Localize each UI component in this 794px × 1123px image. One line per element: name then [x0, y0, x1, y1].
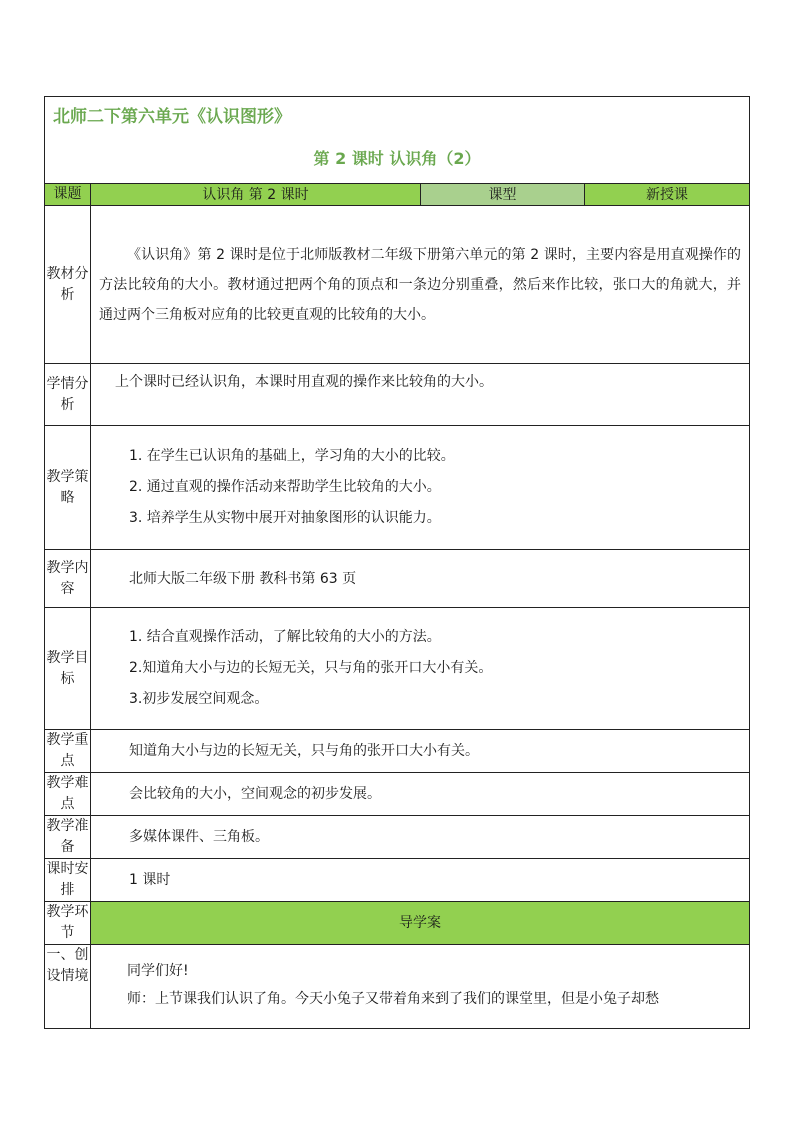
student-analysis-cell	[91, 364, 750, 426]
type-value: 新授课	[585, 184, 750, 206]
strategy-cell	[91, 426, 750, 550]
schedule-text: 1 课时	[91, 859, 750, 902]
preparation-text: 多媒体课件、三角板。	[91, 816, 750, 859]
textbook-analysis-text: 《认识角》第 2 课时是位于北师版教材二年级下册第六单元的第 2 课时，主要内容是用直观操作的方法比较角的大小。教材通过把两个角的顶点和一条边分别重叠，然后来作比较，张口大的角就大，并通过两个三角板对应角的比较更直观的比较角的大小。	[99, 246, 741, 323]
stage-label: 教学环节	[45, 902, 91, 945]
scenario-cell	[91, 945, 750, 1029]
scenario-line: 师：上节课我们认识了角。今天小兔子又带着角来到了我们的课堂里，但是小兔子却愁	[127, 991, 659, 1007]
textbook-analysis-cell	[91, 206, 750, 364]
textbook-analysis-label: 教材分析	[45, 206, 91, 364]
lesson-plan-table	[44, 96, 750, 1029]
difficulties-label: 教学难点	[45, 773, 91, 816]
schedule-label: 课时安排	[45, 859, 91, 902]
goal-item: 3.初步发展空间观念。	[129, 691, 269, 707]
strategy-item: 1. 在学生已认识角的基础上，学习角的大小的比较。	[129, 448, 455, 464]
lesson-title: 第 2 课时 认识角（2）	[313, 149, 481, 168]
content-label: 教学内容	[45, 550, 91, 608]
lesson-plan-page	[44, 96, 749, 1029]
strategy-item: 3. 培养学生从实物中展开对抽象图形的认识能力。	[129, 510, 441, 526]
header-cell	[45, 97, 750, 184]
goals-label: 教学目标	[45, 608, 91, 730]
content-text: 北师大版二年级下册 教科书第 63 页	[91, 550, 750, 608]
goal-item: 1. 结合直观操作活动，了解比较角的大小的方法。	[129, 629, 441, 645]
preparation-label: 教学准备	[45, 816, 91, 859]
scenario-label: 一、创设情境	[45, 945, 91, 1029]
topic-value: 认识角 第 2 课时	[91, 184, 421, 206]
goals-cell	[91, 608, 750, 730]
student-analysis-text: 上个课时已经认识角，本课时用直观的操作来比较角的大小。	[115, 374, 493, 390]
type-label: 课型	[421, 184, 585, 206]
scenario-line: 同学们好!	[127, 963, 189, 979]
strategy-item: 2. 通过直观的操作活动来帮助学生比较角的大小。	[129, 479, 441, 495]
unit-title: 北师二下第六单元《认识图形》	[53, 107, 291, 127]
key-points-label: 教学重点	[45, 730, 91, 773]
stage-text: 导学案	[91, 902, 750, 945]
student-analysis-label: 学情分析	[45, 364, 91, 426]
goal-item: 2.知道角大小与边的长短无关，只与角的张开口大小有关。	[129, 660, 493, 676]
key-points-text: 知道角大小与边的长短无关，只与角的张开口大小有关。	[91, 730, 750, 773]
difficulties-text: 会比较角的大小，空间观念的初步发展。	[91, 773, 750, 816]
strategy-label: 教学策略	[45, 426, 91, 550]
topic-label: 课题	[45, 184, 91, 206]
